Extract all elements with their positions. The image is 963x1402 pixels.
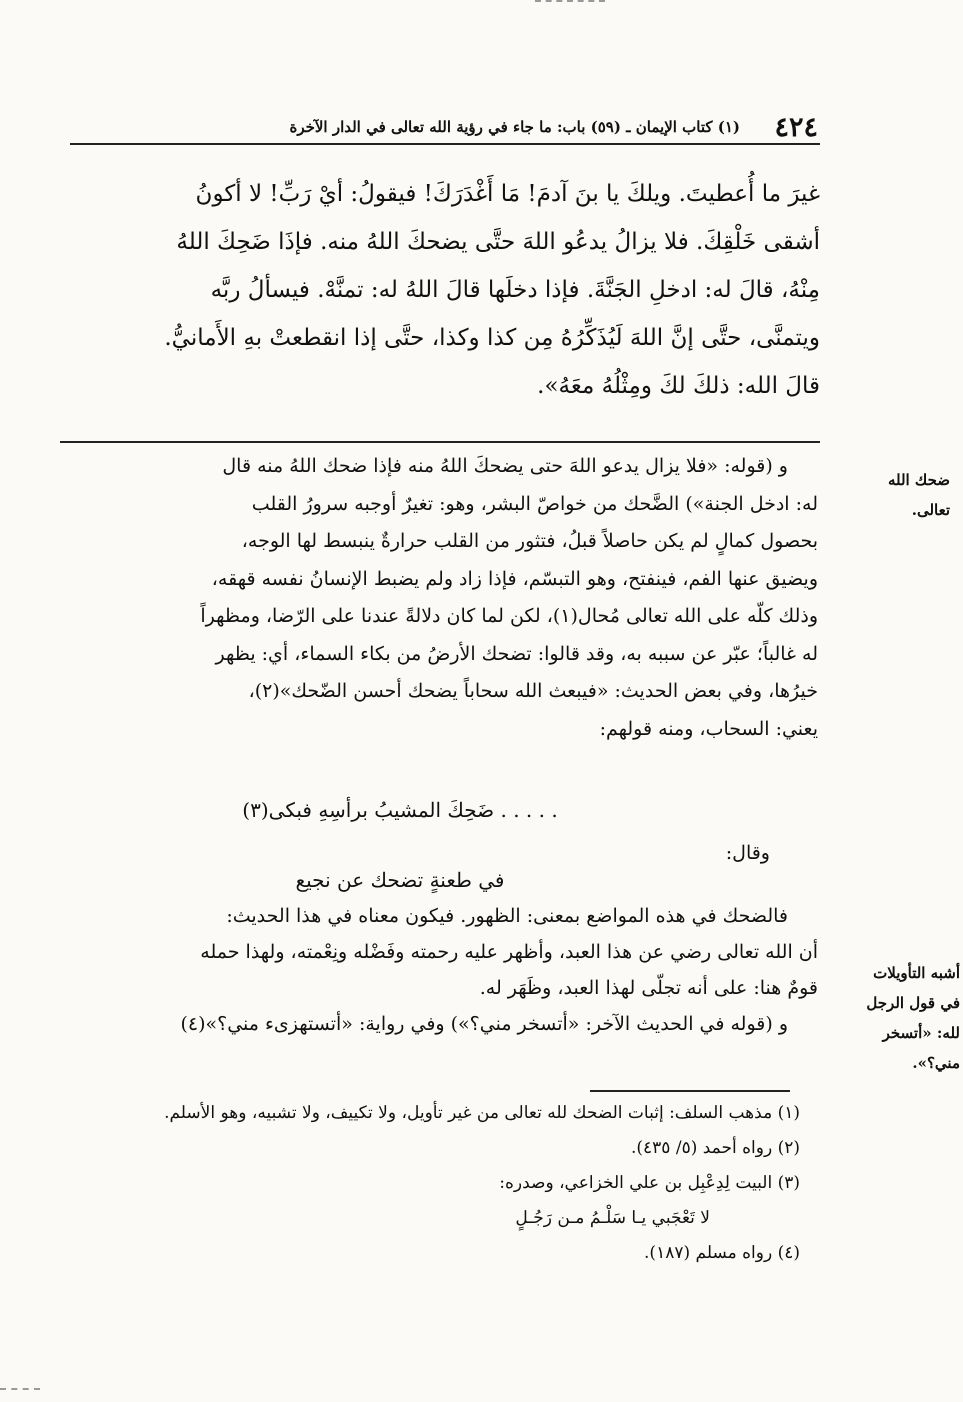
hadith-line: مِنْهُ، قالَ له: ادخلِ الجَنَّةَ. فإذا دخلَها قالَ اللهُ له: تمنَّهْ. فيسألُ ربَّه [210,277,820,303]
section-divider [60,441,820,443]
scan-edge-mark [0,1388,40,1392]
footnote: (١) مذهب السلف: إثبات الضحك لله تعالى من غير تأويل، ولا تكييف، ولا تشبيه، وهو الأسلم. [164,1103,800,1123]
margin-note-line: ضحك الله [887,471,950,489]
footnote-divider [590,1090,790,1092]
footnotes [40,1096,800,1271]
hadith-text [60,170,820,410]
commentary-line: و (قوله في الحديث الآخر: «أتسخر مني؟») وفي رواية: «أتستهزىء مني؟»(٤) [180,1013,788,1035]
commentary-line: فالضحك في هذه المواضع بمعنى: الظهور. فيكون معناه في هذا الحديث: [226,905,788,927]
margin-note-line: مني؟». [912,1054,960,1072]
page-number: ٤٢٤ [774,112,818,143]
margin-note-laughter [840,465,950,525]
scan-edge-mark [535,0,605,4]
hadith-line: غيرَ ما أُعطيتَ. ويلكَ يا بنَ آدمَ! مَا أَغْدَرَكَ! فيقولُ: أيْ رَبِّ! لا أكونُ [195,181,820,207]
said-label: وقال: [725,842,770,864]
footnote: (٤) رواه مسلم (١٨٧). [644,1243,800,1263]
footnote: (٢) رواه أحمد (٥/ ٤٣٥). [630,1138,800,1158]
margin-note-line: لله: «أتسخر [882,1024,960,1042]
commentary-line: وذلك كلّه على الله تعالى مُحال(١)، لكن لما كان دلالةً عندنا على الرّضا، ومظهراً [200,605,818,627]
poetry-verse: . . . . . ضَحِكَ المشيبُ برأسِهِ فبكى(٣) [242,798,558,822]
margin-note-line: تعالى. [911,501,950,519]
hadith-line: قالَ الله: ذلكَ لكَ ومِثْلُهُ معَهُ». [537,373,820,399]
commentary-line: بحصول كمالٍ لم يكن حاصلاً قبلُ، فتثور من القلب حرارةٌ ينبسط لها الوجه، [241,530,818,552]
hadith-line: ويتمنَّى، حتَّى إنَّ اللهَ لَيُذَكِّرُهُ مِن كذا وكذا، حتَّى إذا انقطعتْ بهِ الأَمانيُّ. [164,325,820,351]
footnote-poem-line: لا تَعْجَبي يـا سَلْـمُ مـن رَجُـلٍ [515,1208,710,1228]
header-divider [70,143,820,145]
margin-note-mockery [815,958,960,1078]
commentary-line: ويضيق عنها الفم، فينفتح، وهو التبسّم، فإذا زاد ولم يضبط الإنسانُ نفسه قهقه، [211,567,818,590]
commentary-line: خيرُها، وفي بعض الحديث: «فيبعث الله سحاباً يضحك أحسن الضّحك»(٢)، [248,680,818,702]
commentary-block [40,898,818,1042]
footnote: (٣) البيت لِدِعْبِل بن علي الخزاعي، وصدره: [499,1173,800,1193]
commentary-line: له: ادخل الجنة») الضَّحك من خواصّ البشر، وهو: تغيرٌ أوجبه سرورُ القلب [251,492,818,515]
hadith-line: أشقى خَلْقِكَ. فلا يزالُ يدعُو اللهَ حتَّى يضحكَ اللهُ منه. فإذَا ضَحِكَ اللهُ [176,229,820,255]
header-title: (١) كتاب الإيمان ـ (٥٩) باب: ما جاء في رؤية الله تعالى في الدار الآخرة [289,118,740,136]
commentary-line: يعني: السحاب، ومنه قولهم: [599,717,818,740]
commentary-line: قومٌ هنا: على أنه تجلّى لهذا العبد، وظَهَر له. [479,977,818,999]
running-header [70,112,820,158]
commentary-line: و (قوله: «فلا يزال يدعو اللهَ حتى يضحكَ اللهُ منه فإذا ضحك اللهُ منه قال [222,455,788,477]
poetry-verse: في طعنةٍ تضحك عن نجيع [295,868,505,892]
margin-note-line: في قول الرجل [866,994,960,1012]
commentary-line: له غالباً؛ عبّر عن سببه به، وقد قالوا: تضحك الأرضُ من بكاء السماء، أي: يظهر [215,642,818,665]
margin-note-line: أشبه التأويلات [873,964,960,982]
commentary-block [40,448,818,748]
commentary-line: أن الله تعالى رضي عن هذا العبد، وأظهر عليه رحمته وفَضْله ونِعْمته، ولهذا حمله [200,941,818,963]
